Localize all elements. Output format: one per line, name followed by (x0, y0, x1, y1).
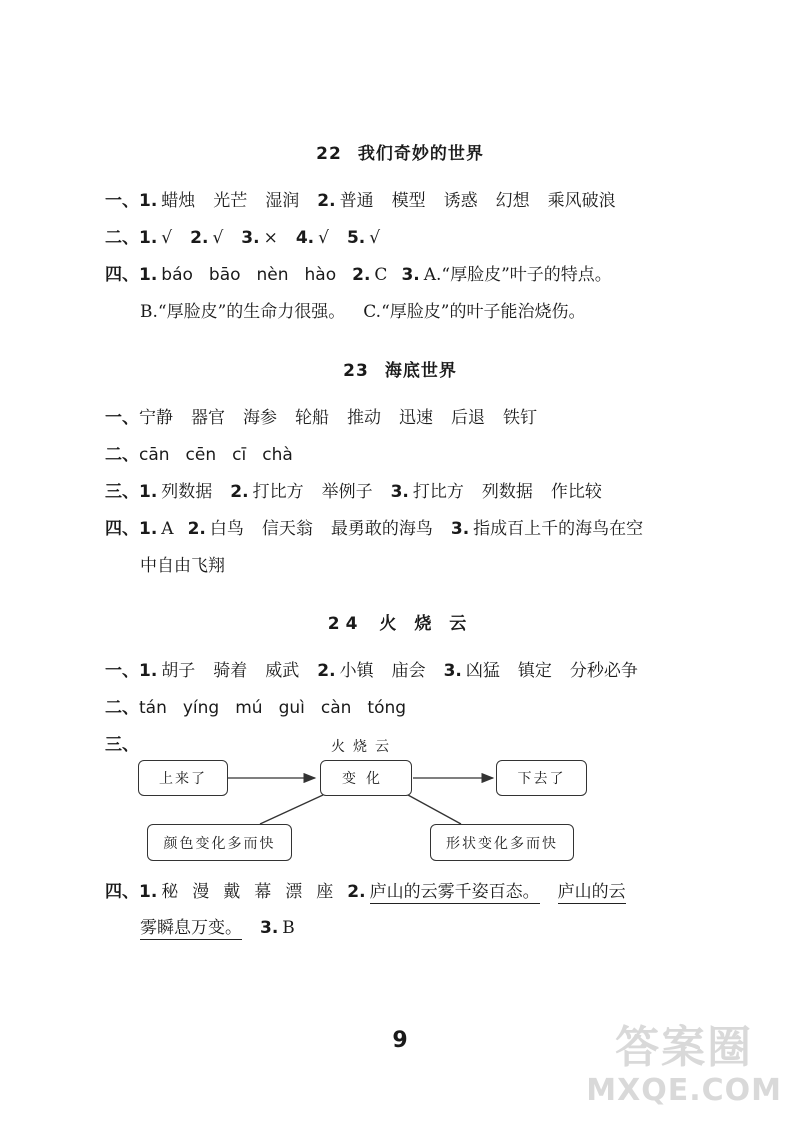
pinyin: hào (304, 265, 337, 285)
question-mark: 三、 (105, 482, 139, 502)
item-number: 2. (187, 519, 206, 539)
lesson-number: 24 (327, 614, 364, 634)
watermark-text-bottom: MXQE.COM (586, 1073, 782, 1108)
item-number: 1. (139, 661, 158, 681)
answer-sentence: A.“厚脸皮”叶子的特点。 (423, 265, 612, 285)
answer-choice: A (161, 519, 174, 539)
answer-sentence: B.“厚脸皮”的生命力很强。 (140, 302, 346, 322)
answer-choice: C (374, 265, 388, 285)
answer-word: 轮船 (295, 408, 329, 428)
answer-sentence: 指成百上千的海鸟在空 (473, 519, 644, 539)
pinyin: cēn (185, 445, 217, 465)
answer-word: 举例子 (321, 482, 373, 502)
underlined-sentence: 庐山的云雾千姿百态。 (369, 882, 540, 902)
diagram-box-center: 变化 (320, 760, 412, 796)
item-number: 3. (241, 228, 260, 248)
answer-word: 湿润 (265, 191, 300, 211)
watermark-logo (586, 1023, 782, 1108)
answer-word: 器官 (191, 408, 225, 428)
answer-word: 列数据 (161, 482, 213, 502)
pinyin: tóng (367, 698, 407, 718)
answer-word: 幻想 (495, 191, 530, 211)
underlined-sentence: 庐山的云 (557, 882, 626, 902)
item-number: 1. (139, 482, 158, 502)
question-mark: 四、 (105, 265, 139, 285)
l24-q4 (105, 880, 626, 904)
answer-char: 座 (316, 882, 334, 902)
line-center-to-bottom-right (408, 795, 461, 824)
pinyin: báo (161, 265, 193, 285)
check-mark: √ (161, 228, 173, 248)
item-number: 1. (139, 882, 158, 902)
answer-word: 普通 (339, 191, 374, 211)
item-number: 3. (450, 519, 470, 539)
answer-char: 秘 (161, 882, 179, 902)
watermark-text-top: 答案圈 (615, 1022, 754, 1073)
answer-choice: B (282, 918, 295, 938)
answer-word: 铁钉 (503, 408, 537, 428)
diagram-box-bottom-left: 颜色变化多而快 (147, 824, 292, 861)
answer-word: 信天翁 (261, 519, 313, 539)
question-mark: 三、 (105, 735, 139, 755)
answer-word: 凶猛 (465, 661, 500, 681)
lesson-name: 火 烧 云 (379, 614, 473, 634)
pinyin: guì (278, 698, 305, 718)
answer-word: 蜡烛 (161, 191, 196, 211)
answer-word: 镇定 (517, 661, 552, 681)
pinyin: nèn (256, 265, 289, 285)
item-number: 2. (347, 882, 366, 902)
question-mark: 一、 (105, 408, 139, 428)
cross-mark: × (263, 228, 278, 248)
item-number: 1. (139, 228, 158, 248)
check-mark: √ (318, 228, 329, 248)
answer-word: 迅速 (399, 408, 433, 428)
l24-q4-cont (140, 916, 295, 940)
answer-word: 列数据 (481, 482, 533, 502)
item-number: 2. (317, 191, 336, 211)
pinyin: tán (139, 698, 167, 718)
item-number: 2. (317, 661, 336, 681)
line-center-to-bottom-left (260, 795, 323, 824)
answer-word: 庙会 (391, 661, 426, 681)
question-mark: 二、 (105, 445, 139, 465)
diagram-box-bottom-right: 形状变化多而快 (430, 824, 574, 861)
answer-word: 海参 (243, 408, 277, 428)
check-mark: √ (369, 228, 381, 248)
pinyin: cī (232, 445, 247, 465)
lesson-name: 我们奇妙的世界 (357, 144, 484, 164)
question-mark: 二、 (105, 228, 139, 248)
check-mark: √ (212, 228, 224, 248)
answer-word: 小镇 (339, 661, 374, 681)
item-number: 3. (401, 265, 420, 285)
answer-sentence: C.“厚脸皮”的叶子能治烧伤。 (363, 302, 586, 322)
diagram-title: 火烧云 (331, 739, 397, 755)
answer-word: 推动 (347, 408, 381, 428)
answer-word: 骑着 (213, 661, 248, 681)
item-number: 2. (190, 228, 209, 248)
item-number: 5. (346, 228, 366, 248)
item-number: 3. (260, 918, 279, 938)
diagram-box-right: 下去了 (496, 760, 587, 796)
answer-word: 作比较 (550, 482, 602, 502)
pinyin: chà (262, 445, 293, 465)
answer-word: 白鸟 (209, 519, 244, 539)
answer-sentence: 中自由飞翔 (140, 556, 225, 576)
item-number: 1. (139, 191, 158, 211)
answer-word: 最勇敢的海鸟 (330, 519, 433, 539)
pinyin: càn (320, 698, 352, 718)
answer-char: 戴 (223, 882, 241, 902)
item-number: 4. (295, 228, 315, 248)
item-number: 3. (390, 482, 409, 502)
pinyin: yíng (182, 698, 220, 718)
item-number: 2. (352, 265, 371, 285)
answer-char: 漂 (285, 882, 303, 902)
pinyin: bāo (208, 265, 241, 285)
question-mark: 四、 (105, 519, 139, 539)
answer-word: 威武 (265, 661, 300, 681)
page-number: 9 (392, 1028, 408, 1053)
answer-word: 诱惑 (443, 191, 478, 211)
question-mark: 四、 (105, 882, 139, 902)
answer-word: 乘风破浪 (547, 191, 616, 211)
pinyin: cān (139, 445, 170, 465)
item-number: 2. (230, 482, 249, 502)
answer-char: 幕 (254, 882, 272, 902)
lesson-number: 23 (343, 361, 369, 381)
question-mark: 一、 (105, 661, 139, 681)
answer-word: 后退 (451, 408, 485, 428)
item-number: 3. (443, 661, 462, 681)
answer-word: 打比方 (252, 482, 304, 502)
pinyin: mú (235, 698, 263, 718)
lesson-name: 海底世界 (384, 361, 457, 381)
answer-word: 胡子 (161, 661, 196, 681)
underlined-sentence: 雾瞬息万变。 (140, 918, 242, 938)
answer-word: 模型 (391, 191, 426, 211)
answer-word: 光芒 (213, 191, 248, 211)
answer-word: 打比方 (412, 482, 464, 502)
diagram-box-left: 上来了 (138, 760, 228, 796)
answer-word: 宁静 (139, 408, 173, 428)
item-number: 1. (139, 519, 158, 539)
lesson-number: 22 (316, 144, 342, 164)
question-mark: 一、 (105, 191, 139, 211)
answer-char: 漫 (192, 882, 210, 902)
answer-word: 分秒必争 (569, 661, 638, 681)
question-mark: 二、 (105, 698, 139, 718)
item-number: 1. (139, 265, 158, 285)
